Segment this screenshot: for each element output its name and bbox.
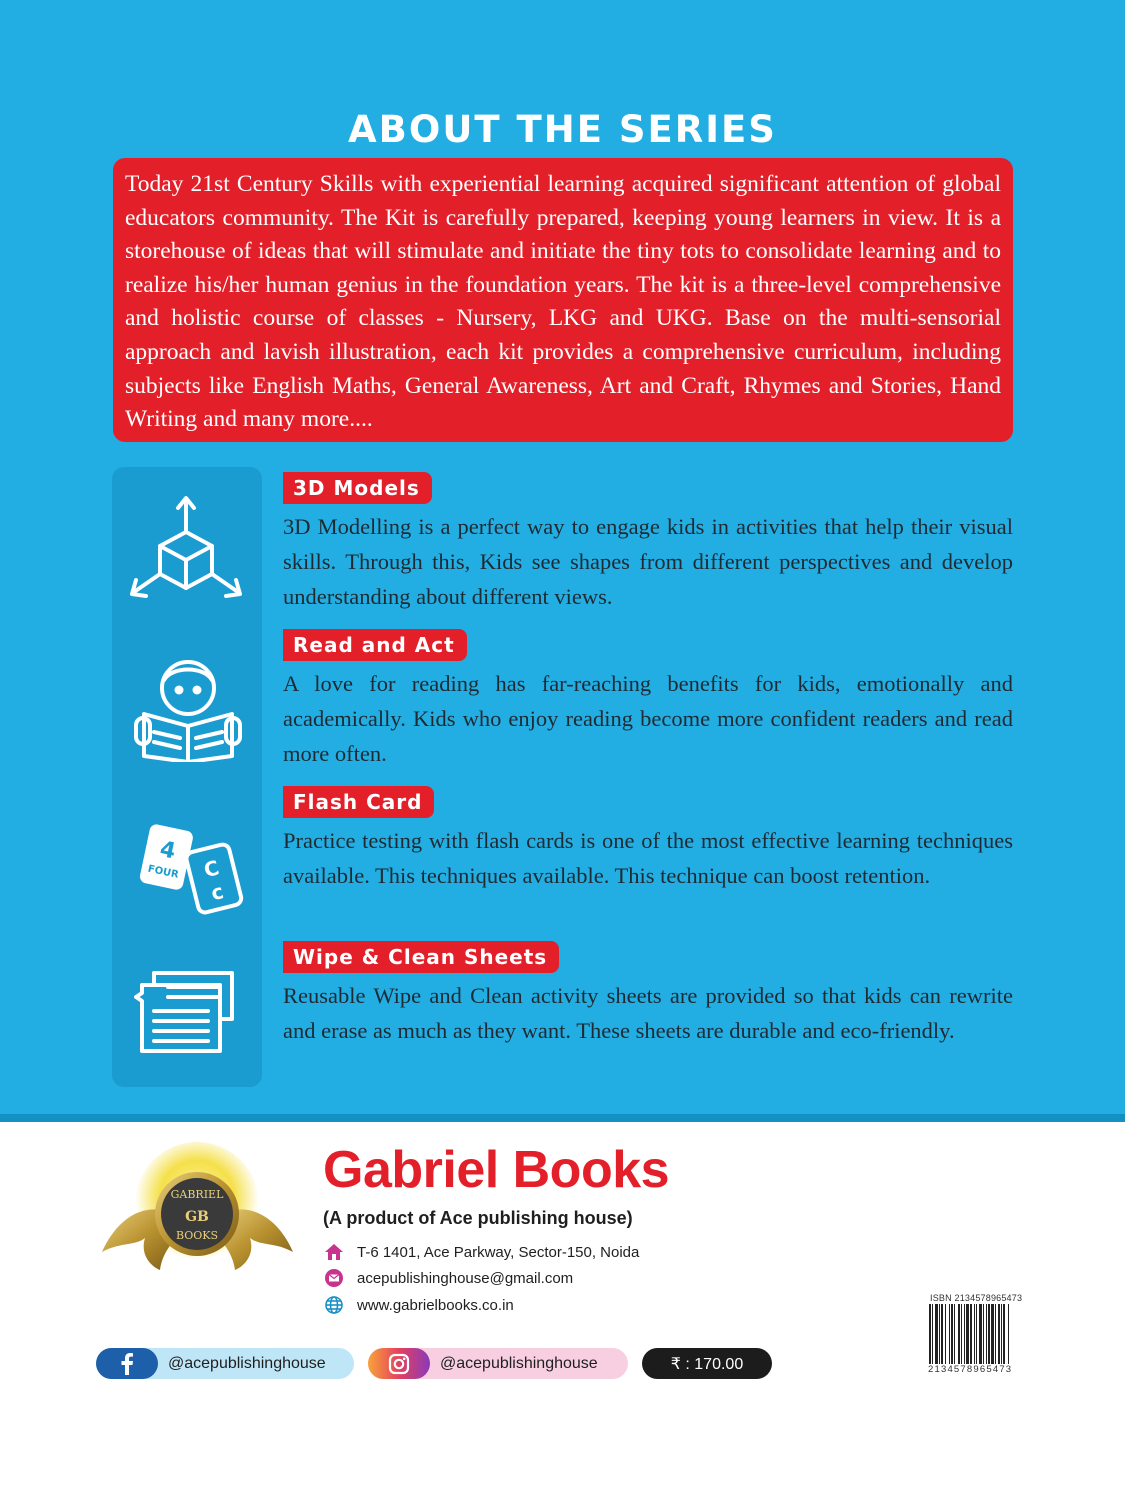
feature-description: 3D Modelling is a perfect way to engage kids in activities that help their visual skills. Through this, Kids see shapes from different perspectives and develop understanding about different views. [283,514,1013,609]
email-text[interactable]: acepublishinghouse@gmail.com [357,1269,574,1287]
gabriel-books-logo [100,1142,295,1292]
globe-icon [323,1294,345,1316]
feature-description: Practice testing with flash cards is one of the most effective learning techniques available. This techniques available. This technique can boost retention. [283,828,1013,888]
instagram-handle-text: @acepublishinghouse [440,1354,598,1372]
instagram-handle[interactable] [368,1348,628,1379]
cover-divider [0,1114,1125,1122]
feature-read-and-act [283,629,1013,771]
flash-card-letter-top: C [201,855,222,883]
publisher-name: Gabriel Books [323,1141,670,1199]
contact-address [323,1241,639,1263]
logo-text-bottom: BOOKS [175,1229,219,1242]
publisher-tagline: (A product of Ace publishing house) [323,1208,633,1228]
isbn-label: ISBN 2134578965473 [930,1293,1023,1303]
about-text: Today 21st Century Skills with experiential learning acquired significant attention of global educators community. The Kit is carefully prepared, keeping young learners in view. It is a storehouse of ideas that will stimulate and initiate the tiny tots to consolidate learning and to realize his/her human genius in the foundation years. The kit is a three-level comprehensive and holistic course of classes - Nursery, LKG and UKG. Base on the multi-sensorial approach and lavish illustration, each kit provides a comprehensive curriculum, including subjects like English Maths, General Awareness, Art and Craft, Rhymes and Stories, Hand Writing and many more.... [125,171,1001,433]
barcode [928,1304,1032,1369]
email-icon [323,1267,345,1289]
home-icon [323,1241,345,1263]
price-tag: ₹ : 170.00 [642,1348,772,1379]
flash-card-word: FOUR [146,863,180,881]
cube-axes-icon [126,492,246,604]
feature-wipe-clean [283,941,1013,1048]
facebook-handle-text: @acepublishinghouse [168,1354,326,1372]
series-title: ABOUT THE SERIES [348,108,777,151]
child-reading-icon [132,652,244,762]
feature-flash-card [283,786,1013,893]
flash-card-number: 4 [157,836,178,865]
feature-description: A love for reading has far-reaching benefits for kids, emotionally and academically. Kids who enjoy reading become more confident readers and read more often. [283,671,1013,766]
contact-email[interactable] [323,1267,573,1289]
facebook-icon [96,1348,158,1379]
flash-card-letter-bottom: c [208,879,226,906]
logo-text-top: GABRIEL [170,1188,224,1201]
feature-description: Reusable Wipe and Clean activity sheets are provided so that kids can rewrite and erase as much as they want. These sheets are durable and eco-friendly. [283,983,1013,1043]
contact-website[interactable] [323,1294,514,1316]
facebook-handle[interactable] [96,1348,354,1379]
flash-cards-icon [136,819,246,919]
feature-title: Read and Act [283,629,467,661]
website-text[interactable]: www.gabrielbooks.co.in [357,1296,514,1314]
feature-title: Wipe & Clean Sheets [283,941,559,973]
feature-title: Flash Card [283,786,434,818]
logo-text-mid: GB [185,1209,209,1225]
feature-3d-models [283,472,1013,614]
about-panel [113,158,1013,442]
icon-column [112,467,262,1087]
address-text: T-6 1401, Ace Parkway, Sector-150, Noida [357,1243,640,1261]
instagram-icon [368,1348,430,1379]
isbn-digits: 2134578965473 [928,1364,1013,1375]
sheets-icon [134,967,240,1057]
feature-title: 3D Models [283,472,432,504]
